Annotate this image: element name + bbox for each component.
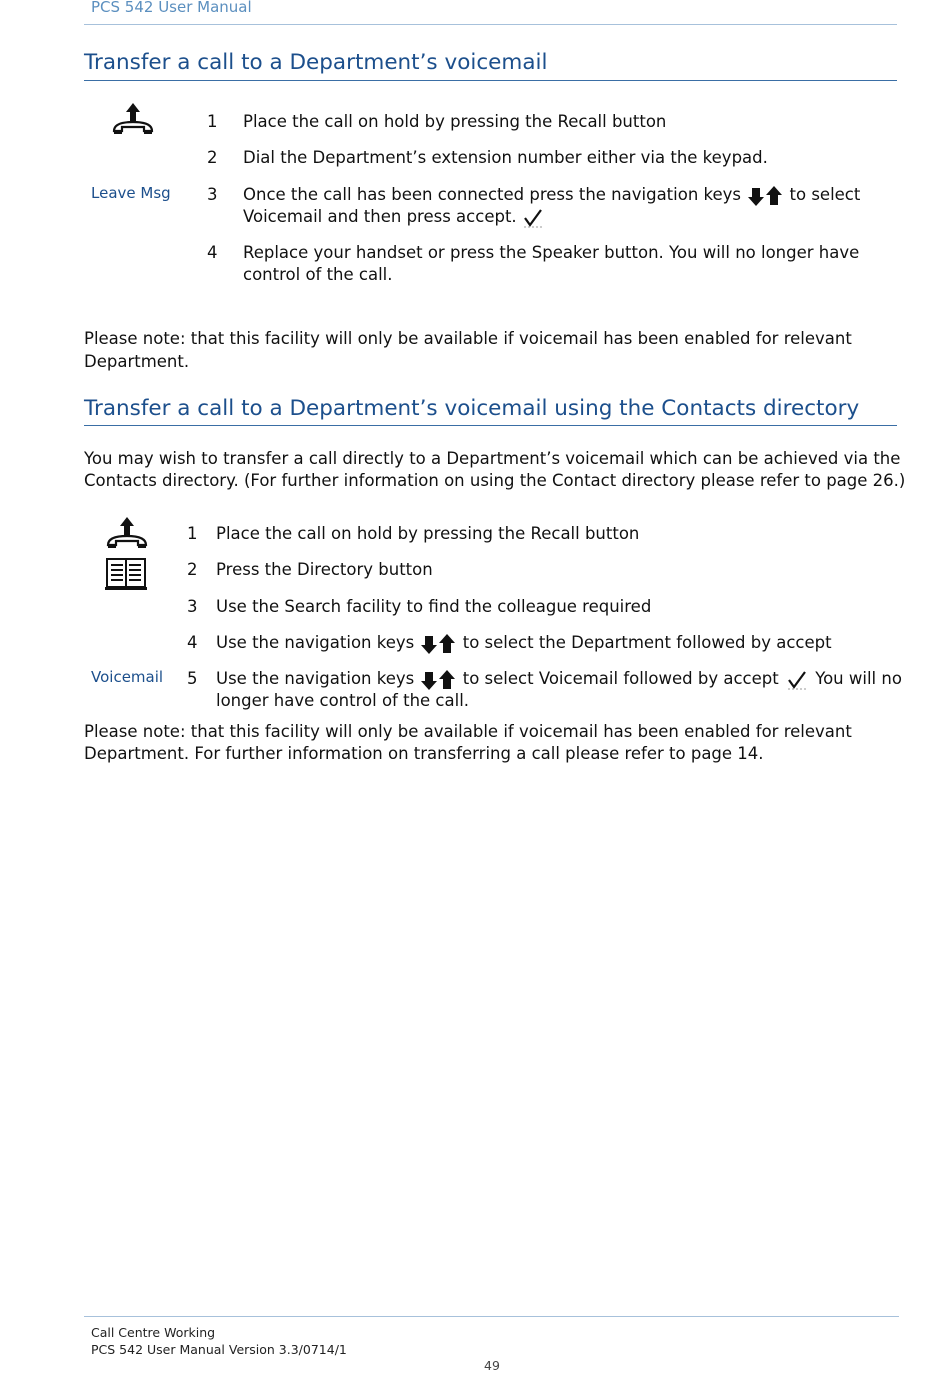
section1-heading: Transfer a call to a Department’s voicemail [84,50,548,75]
note-line: Please note: that this facility will only be available if voicemail has been enabled for relevant [84,329,852,348]
step-text-part: to select Voicemail followed by accept [462,669,779,688]
checkmark-icon [522,207,544,229]
leave-msg-label: Leave Msg [91,184,171,202]
note-line: Please note: that this facility will only be available if voicemail has been enabled for relevant [84,722,852,741]
footer-rule [84,1316,899,1317]
step-text: Replace your handset or press the Speaker button. You will no longer have [243,243,860,262]
step-text [216,632,832,655]
step-number: 3 [207,185,218,204]
step-number: 2 [187,560,198,579]
step-text [243,184,860,207]
step-number: 5 [187,669,198,688]
down-up-arrows-icon [419,633,457,655]
recall-handset-icon [110,101,156,137]
step-text-part: You will no [815,669,902,688]
running-header: PCS 542 User Manual [91,0,252,16]
step-number: 4 [207,243,218,262]
step-text-part: Use the navigation keys [216,669,415,688]
checkmark-icon [784,669,810,691]
directory-book-icon [105,556,147,592]
section2-heading-rule [84,425,897,426]
voicemail-label: Voicemail [91,668,164,686]
footer-section-name: Call Centre Working [91,1325,216,1340]
step-number: 1 [187,524,198,543]
header-rule [84,24,897,25]
recall-handset-icon [104,515,150,551]
page-number: 49 [484,1358,500,1373]
section2-heading: Transfer a call to a Department’s voicemail using the Contacts directory [84,396,860,421]
section1-heading-rule [84,80,897,81]
step-text [216,668,902,691]
intro-line: You may wish to transfer a call directly to a Department’s voicemail which can be achieved via the [84,449,901,468]
step-number: 4 [187,633,198,652]
step-text: Place the call on hold by pressing the Recall button [243,112,667,131]
step-text: Dial the Department’s extension number either via the keypad. [243,148,768,167]
step-text-part: to select the Department followed by accept [462,633,832,652]
note-line: Department. [84,352,190,371]
step-number: 3 [187,597,198,616]
step-number: 1 [207,112,218,131]
footer-version: PCS 542 User Manual Version 3.3/0714/1 [91,1342,347,1357]
step-text-line2 [243,206,544,229]
step-text-line2: longer have control of the call. [216,691,470,710]
step-text-part: to select [789,185,861,204]
step-text: Place the call on hold by pressing the Recall button [216,524,640,543]
step-text-part: Voicemail and then press accept. [243,207,517,226]
intro-line: Contacts directory. (For further information on using the Contact directory please refer to page 26.) [84,471,906,490]
note-line: Department. For further information on transferring a call please refer to page 14. [84,744,764,763]
down-up-arrows-icon [419,669,457,691]
down-up-arrows-icon [746,185,784,207]
step-text: Press the Directory button [216,560,433,579]
step-text-line2: control of the call. [243,265,393,284]
step-number: 2 [207,148,218,167]
step-text: Use the Search facility to find the colleague required [216,597,652,616]
step-text-part: Use the navigation keys [216,633,415,652]
step-text-part: Once the call has been connected press the navigation keys [243,185,742,204]
